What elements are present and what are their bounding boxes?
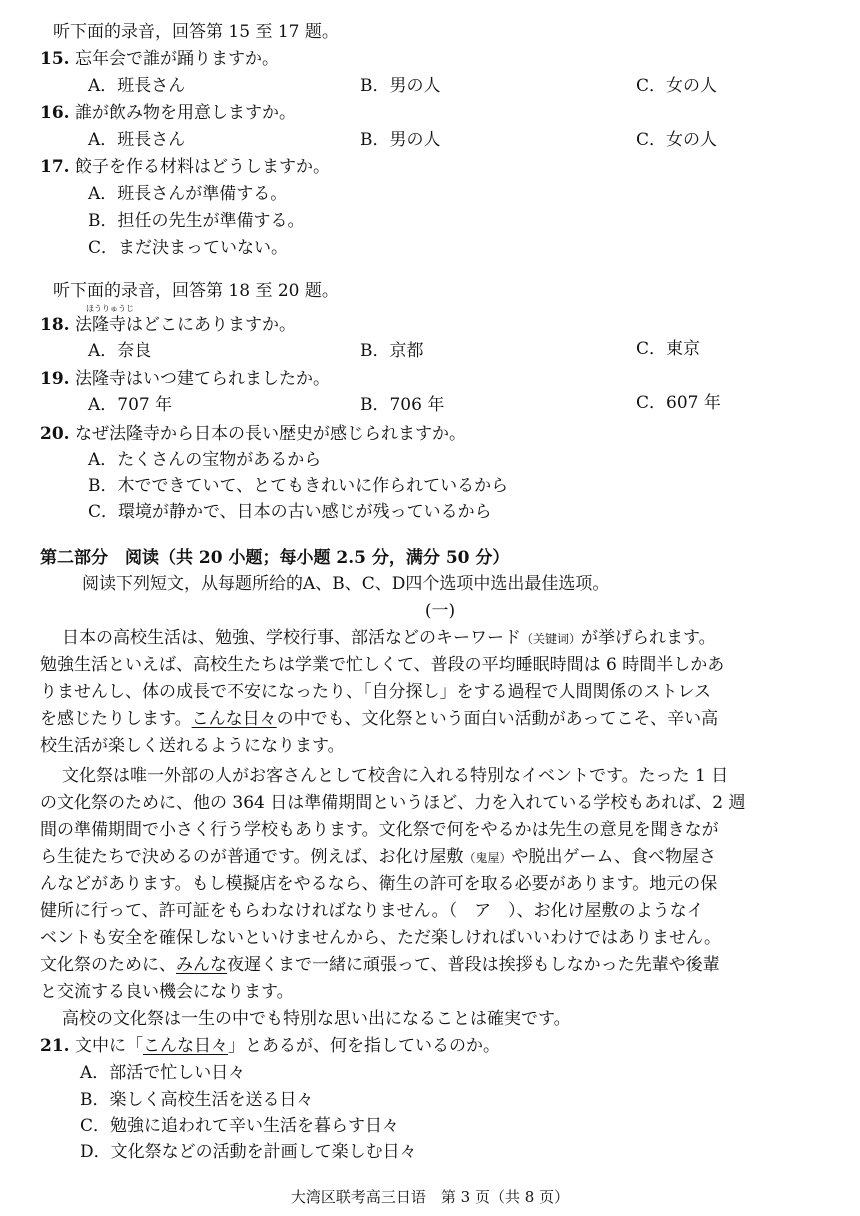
passage-line: 文化祭は唯一外部の人がお客さんとして校舎に入れる特別なイベントです。たった 1 日	[62, 766, 729, 786]
passage-line: 健所に行って、許可証をもらわなければなりません。（ ア ）、お化け屋敷のようなイ	[40, 901, 704, 921]
text-span: が挙げられます。	[581, 628, 716, 648]
q21-option-c: C．勉強に追われて辛い生活を暮らす日々	[80, 1116, 400, 1136]
q20-option-a: A．たくさんの宝物があるから	[88, 450, 322, 470]
question-text: 忘年会で誰が踊りますか。	[74, 49, 279, 69]
underlined-phrase: こんな日々	[142, 1036, 228, 1056]
passage-line	[40, 954, 720, 976]
page-footer: 大湾区联考高三日语 第 3 页（共 8 页）	[290, 1188, 570, 1206]
q17-option-b: B．担任の先生が準備する。	[88, 211, 305, 231]
q18-option-c: C．東京	[636, 339, 701, 359]
q20-option-b: B．木でできていて、とてもきれいに作られているから	[88, 476, 509, 496]
question-19	[40, 368, 330, 390]
question-21	[40, 1035, 500, 1057]
section-instruction: 阅读下列短文，从每题所给的A、B、C、D四个选项中选出最佳选项。	[82, 574, 610, 594]
q17-option-a: A．班長さんが準備する。	[88, 184, 288, 204]
question-number: 16.	[40, 103, 70, 123]
q16-option-c: C．女の人	[636, 130, 718, 150]
q15-option-a: A．班長さん	[88, 76, 186, 96]
passage-line: 校生活が楽しく送れるようになります。	[40, 736, 345, 756]
passage-line	[40, 846, 716, 869]
question-number: 18.	[40, 315, 70, 335]
passage-line: んなどがあります。もし模擬店をやるなら、衛生の許可を取る必要があります。地元の保	[40, 874, 718, 894]
passage-line: 勉強生活といえば、高校生たちは学業で忙しくて、普段の平均睡眠時間は 6 時間半しかあ	[40, 655, 725, 675]
q19-option-c: C．607 年	[636, 393, 721, 413]
q17-option-c: C．まだ決まっていない。	[88, 238, 289, 258]
q16-option-b: B．男の人	[360, 130, 441, 150]
question-number: 19.	[40, 369, 70, 389]
gloss: （关键词）	[521, 632, 582, 646]
passage-line: と交流する良い機会になります。	[40, 982, 294, 1002]
text-span: 文化祭のために、	[40, 955, 176, 975]
listening-intro-18-20: 听下面的录音，回答第 18 至 20 题。	[53, 281, 339, 301]
underlined-phrase: こんな日々	[191, 709, 277, 729]
passage-number: (一)	[424, 601, 456, 621]
q18-option-a: A．奈良	[88, 341, 152, 361]
question-number: 17.	[40, 157, 70, 177]
passage-line: の文化祭のために、他の 364 日は準備期間というほど、力を入れている学校もあれば、2 週	[40, 793, 746, 813]
q15-option-c: C．女の人	[636, 76, 718, 96]
text-span: 」とあるが、何を指しているのか。	[227, 1036, 500, 1056]
furigana-ruby: ほうりゅうじ	[86, 304, 134, 313]
question-20	[40, 423, 466, 445]
passage-line: 間の準備期間で小さく行う学校もあります。文化祭で何をやるかは先生の意見を聞きなが	[40, 820, 719, 840]
text-span: ら生徒たちで決めるのが普通です。例えば、お化け屋敷	[40, 847, 464, 867]
listening-intro-15-17: 听下面的录音，回答第 15 至 17 题。	[53, 22, 339, 42]
passage-line: ベントも安全を確保しないといけませんから、ただ楽しければいいわけではありません。	[40, 928, 722, 948]
question-17	[40, 156, 330, 178]
q21-option-d: D．文化祭などの活動を計画して楽しむ日々	[80, 1142, 417, 1162]
question-text: 餃子を作る材料はどうしますか。	[74, 157, 330, 177]
text-span: の中でも、文化祭という面白い活動があってこそ、辛い高	[276, 709, 719, 729]
text-span: を感じたりします。	[40, 709, 192, 729]
text-span: 夜遅くまで一緒に頑張って、普段は挨拶もしなかった先輩や後輩	[227, 955, 720, 975]
passage-line	[40, 708, 718, 730]
q19-option-a: A．707 年	[88, 395, 173, 415]
q19-option-b: B．706 年	[360, 395, 445, 415]
text-span: 文中に「	[74, 1036, 143, 1056]
q21-option-a: A．部活で忙しい日々	[80, 1063, 246, 1083]
question-text: 法隆寺はいつ建てられましたか。	[74, 369, 330, 389]
text-span: や脱出ゲーム、食べ物屋さ	[511, 847, 717, 867]
question-18	[40, 314, 296, 336]
underlined-phrase: みんな	[176, 955, 227, 975]
text-span: 日本の高校生活は、勉強、学校行事、部活などのキーワード	[62, 628, 521, 648]
question-number: 15.	[40, 49, 70, 69]
question-number: 21.	[40, 1036, 70, 1056]
q15-option-b: B．男の人	[360, 76, 441, 96]
q16-option-a: A．班長さん	[88, 130, 186, 150]
q18-option-b: B．京都	[360, 341, 424, 361]
question-text: 法隆寺はどこにありますか。	[74, 315, 296, 335]
passage-line: りませんし、体の成長で不安になったり、「自分探し」をする過程で人間関係のストレス	[40, 682, 711, 702]
q20-option-c: C．環境が静かで、日本の古い感じが残っているから	[88, 502, 492, 522]
question-16	[40, 102, 296, 124]
passage-line	[62, 627, 716, 650]
question-text: 誰が飲み物を用意しますか。	[74, 103, 296, 123]
passage-line: 高校の文化祭は一生の中でも特別な思い出になることは確実です。	[62, 1009, 571, 1029]
question-text: なぜ法隆寺から日本の長い歴史が感じられますか。	[74, 424, 466, 444]
section-title: 第二部分 阅读（共 20 小题；每小题 2.5 分，满分 50 分）	[40, 548, 510, 568]
q21-option-b: B．楽しく高校生活を送る日々	[80, 1090, 314, 1110]
gloss: （鬼屋）	[463, 851, 512, 865]
question-number: 20.	[40, 424, 70, 444]
question-15	[40, 48, 279, 70]
